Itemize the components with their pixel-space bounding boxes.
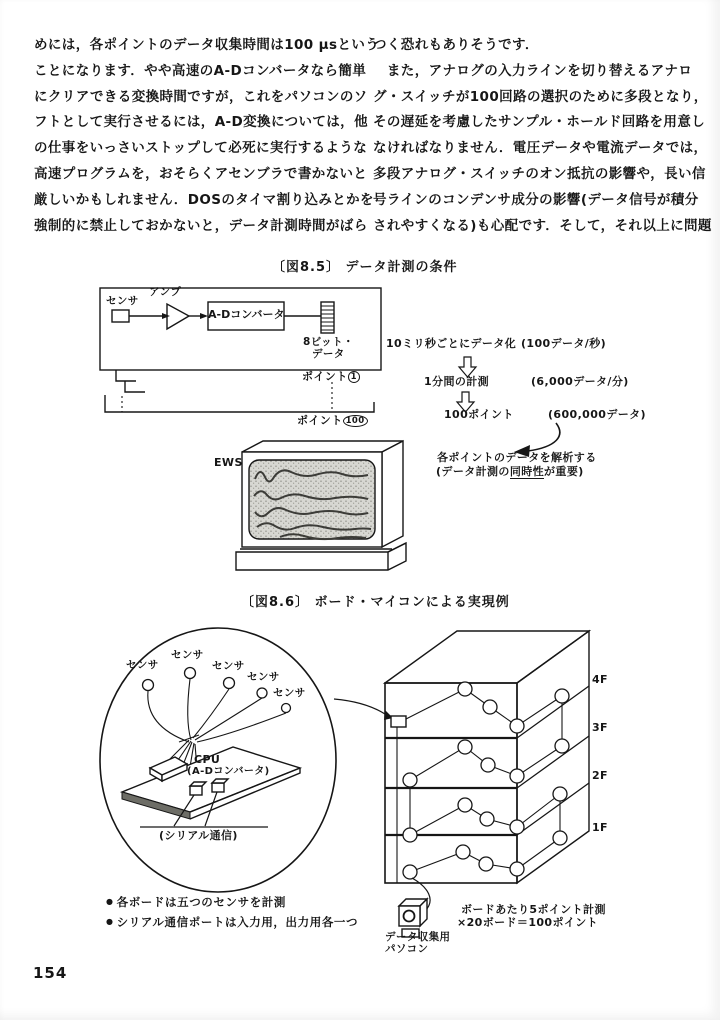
floor-label-1f: 1F [592,821,608,834]
point1-number: 1 [348,371,360,383]
arrowhead [162,313,170,319]
point1-label [302,371,360,384]
text-line: 強制的に禁止しておかないと，データ計測時間がばら [34,217,368,234]
text-line: ことになります．やや高速のA-Dコンバータなら簡単 [34,62,367,79]
cpu-sub-label: (A-Dコンバータ) [187,766,270,777]
blob-to-building-line [334,699,388,716]
flow-step2-note: (6,000データ/分) [531,375,629,388]
flow-step1: 10ミリ秒ごとにデータ化 [386,337,517,350]
floor-label-4f: 4F [592,673,608,686]
pc-label: データ収集用 [385,931,451,943]
analysis-emphasis: 同時性 [509,465,545,478]
text-line: 多段アナログ・スイッチのオン抵抗の影響や，長い信 [373,165,706,182]
ews-label: EWS [214,456,243,469]
down-arrow-icon [459,357,476,377]
fig85-diagram [100,288,560,570]
text-line: つく恐れもありそうです． [373,37,539,53]
bullet-icon: ● [106,917,114,926]
fig86-caption: 〔図8.6〕 ボード・マイコンによる実現例 [241,595,510,610]
sensor-label: センサ [247,671,280,683]
curved-arrow [528,423,560,451]
floor-lines [385,738,517,835]
stacked-box-corner [116,370,145,392]
analysis-note-line1: 各ポイントのデータを解析する [437,451,597,464]
text-line: の仕事をいっさいストップして必死に実行するような [34,140,368,157]
cpu-label: CPU [194,753,221,766]
analysis-pre: (データ計測の [436,465,510,478]
text-line: されやすくなる)も心配です．そして，それ以上に問題 [373,217,712,234]
sensor-label: センサ [126,659,159,671]
building [385,631,589,883]
wall-board [391,716,406,727]
serial-port [190,786,202,795]
bullet-icon: ● [106,897,114,906]
page-number: 154 [33,964,68,982]
analysis-post: が重要) [544,465,584,478]
flow-step3: 100ポイント [444,408,514,421]
text-line: 高速プログラムを，おそらくアセンブラで書かないと [34,165,368,182]
serial-label: (シリアル通信) [159,829,238,842]
text-line: フトとして実行させるには，A-D変換については，他 [34,114,368,131]
point100-box-edge [105,395,374,412]
analysis-note-line2 [436,466,584,479]
monitor-screen [249,460,375,539]
bullet-item [106,894,286,910]
pc-label: パソコン [385,943,429,955]
flow-step2: 1分間の計測 [424,375,490,388]
amp-triangle [167,304,189,329]
text-line: にクリアできる変換時間ですが，これをパソコンのソ [34,88,368,105]
point-prefix: ポイント [297,414,343,427]
board-note-line1: ボードあたり5ポイント計測 [461,903,606,916]
serial-port [212,783,224,792]
sensor-box [112,310,129,322]
board-note-line2: ×20ボード＝100ポイント [457,916,599,929]
text-line: 厳しいかもしれません．DOSのタイマ割り込みとかを [34,191,374,208]
sensor-label: センサ [171,649,204,661]
data-bits-label: データ [312,348,345,360]
ews-monitor [236,441,406,570]
text-line: その遅延を考慮したサンプル・ホールド回路を用意し [373,114,706,131]
floor-label-3f: 3F [592,721,608,734]
fig85-caption: 〔図8.5〕 データ計測の条件 [272,260,458,275]
data-bits-label: 8ビット・ [303,336,354,348]
bullet-text: 各ボードは五つのセンサを計測 [116,895,286,909]
fig86-diagram [100,628,589,937]
bullet-item [106,914,358,930]
bullet-text: シリアル通信ポートは入力用，出力用各一つ [116,915,359,929]
flow-step1-note: (100データ/秒) [521,337,607,350]
sensor-label: センサ [212,660,245,672]
point100-label [297,415,368,428]
sensor-label: センサ [106,295,139,307]
text-line: なければなりません．電圧データや電流データでは， [373,140,708,157]
floor-label-2f: 2F [592,769,608,782]
flow-step3-note: (600,000データ) [548,408,646,421]
sensor-label: センサ [273,687,306,699]
point100-number: 100 [343,415,368,427]
text-line: また，アナログの入力ラインを切り替えるアナロ [373,62,693,79]
point-prefix: ポイント [302,370,348,383]
amp-label: アンプ [149,286,182,298]
text-line: グ・スイッチが100回路の選択のために多段となり， [373,88,708,105]
point-chains [406,689,562,872]
ellipsis-dots [122,382,332,412]
text-line: 号ラインのコンデンサ成分の影響(データ信号が積分 [373,191,699,208]
text-line: めには，各ポイントのデータ収集時間は100 μsという [34,37,380,53]
adc-label: A-Dコンバータ [208,308,285,321]
arrowhead [200,313,208,319]
